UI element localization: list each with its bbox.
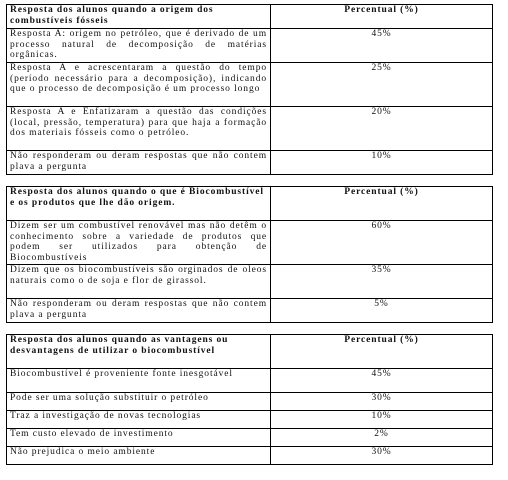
answer-cell: Resposta A: origem no petróleo, que é derivado de um processo natural de decomposição de matérias orgânicas. bbox=[7, 29, 271, 63]
table-header-row bbox=[7, 5, 493, 29]
percent-cell: 45% bbox=[271, 29, 493, 63]
percent-cell: 20% bbox=[271, 107, 493, 151]
table-header-row bbox=[7, 335, 493, 369]
question-header: Resposta dos alunos quando o que é Biocombustível e os produtos que lhe dão origem. bbox=[7, 187, 271, 221]
percent-cell: 35% bbox=[271, 265, 493, 299]
table-row bbox=[7, 411, 493, 429]
percent-cell: 5% bbox=[271, 299, 493, 323]
percent-header: Percentual (%) bbox=[271, 5, 493, 29]
answer-cell: Pode ser uma solução substituir o petróleo bbox=[7, 393, 271, 411]
answer-cell: Biocombustível é proveniente fonte inesgotável bbox=[7, 369, 271, 393]
percent-cell: 10% bbox=[271, 411, 493, 429]
table-row bbox=[7, 447, 493, 465]
answer-cell: Não responderam ou deram respostas que não contem plava a pergunta bbox=[7, 299, 271, 323]
table-row bbox=[7, 299, 493, 323]
table-row bbox=[7, 429, 493, 447]
biofuel-pros-cons-table bbox=[6, 334, 493, 465]
answer-cell: Traz a investigação de novas tecnologias bbox=[7, 411, 271, 429]
answer-cell: Dizem que os biocombustíveis são orginados de oleos naturais como o de soja e flor de girassol. bbox=[7, 265, 271, 299]
table-row bbox=[7, 107, 493, 151]
table-row bbox=[7, 151, 493, 175]
percent-header: Percentual (%) bbox=[271, 187, 493, 221]
table-row bbox=[7, 221, 493, 265]
answer-cell: Não prejudica o meio ambiente bbox=[7, 447, 271, 465]
answer-cell: Resposta A e Enfatizaram a questão das condições (local, pressão, temperatura) para que haja a formação dos materiais fósseis como o petróleo. bbox=[7, 107, 271, 151]
percent-cell: 30% bbox=[271, 447, 493, 465]
answer-cell: Resposta A e acrescentaram a questão do tempo (período necessário para a decomposição), indicando que o processo de decomposição é um processo longo bbox=[7, 63, 271, 107]
answer-cell: Dizem ser um combustível renovável mas não detêm o conhecimento sobre a variedade de produtos que podem ser utilizados para obtenção de Biocombustíveis bbox=[7, 221, 271, 265]
percent-cell: 2% bbox=[271, 429, 493, 447]
biofuel-definition-table bbox=[6, 186, 493, 323]
percent-cell: 30% bbox=[271, 393, 493, 411]
origin-fossil-fuels-table bbox=[6, 4, 493, 175]
table-row bbox=[7, 29, 493, 63]
answer-cell: Tem custo elevado de investimento bbox=[7, 429, 271, 447]
question-header: Resposta dos alunos quando as vantagens ou desvantagens de utilizar o biocombustível bbox=[7, 335, 271, 369]
table-header-row bbox=[7, 187, 493, 221]
table-row bbox=[7, 265, 493, 299]
percent-cell: 25% bbox=[271, 63, 493, 107]
table-row bbox=[7, 393, 493, 411]
table-row bbox=[7, 369, 493, 393]
table-row bbox=[7, 63, 493, 107]
question-header: Resposta dos alunos quando a origem dos combustíveis fósseis bbox=[7, 5, 271, 29]
percent-cell: 45% bbox=[271, 369, 493, 393]
percent-cell: 60% bbox=[271, 221, 493, 265]
answer-cell: Não responderam ou deram respostas que não contem plava a pergunta bbox=[7, 151, 271, 175]
percent-cell: 10% bbox=[271, 151, 493, 175]
percent-header: Percentual (%) bbox=[271, 335, 493, 369]
